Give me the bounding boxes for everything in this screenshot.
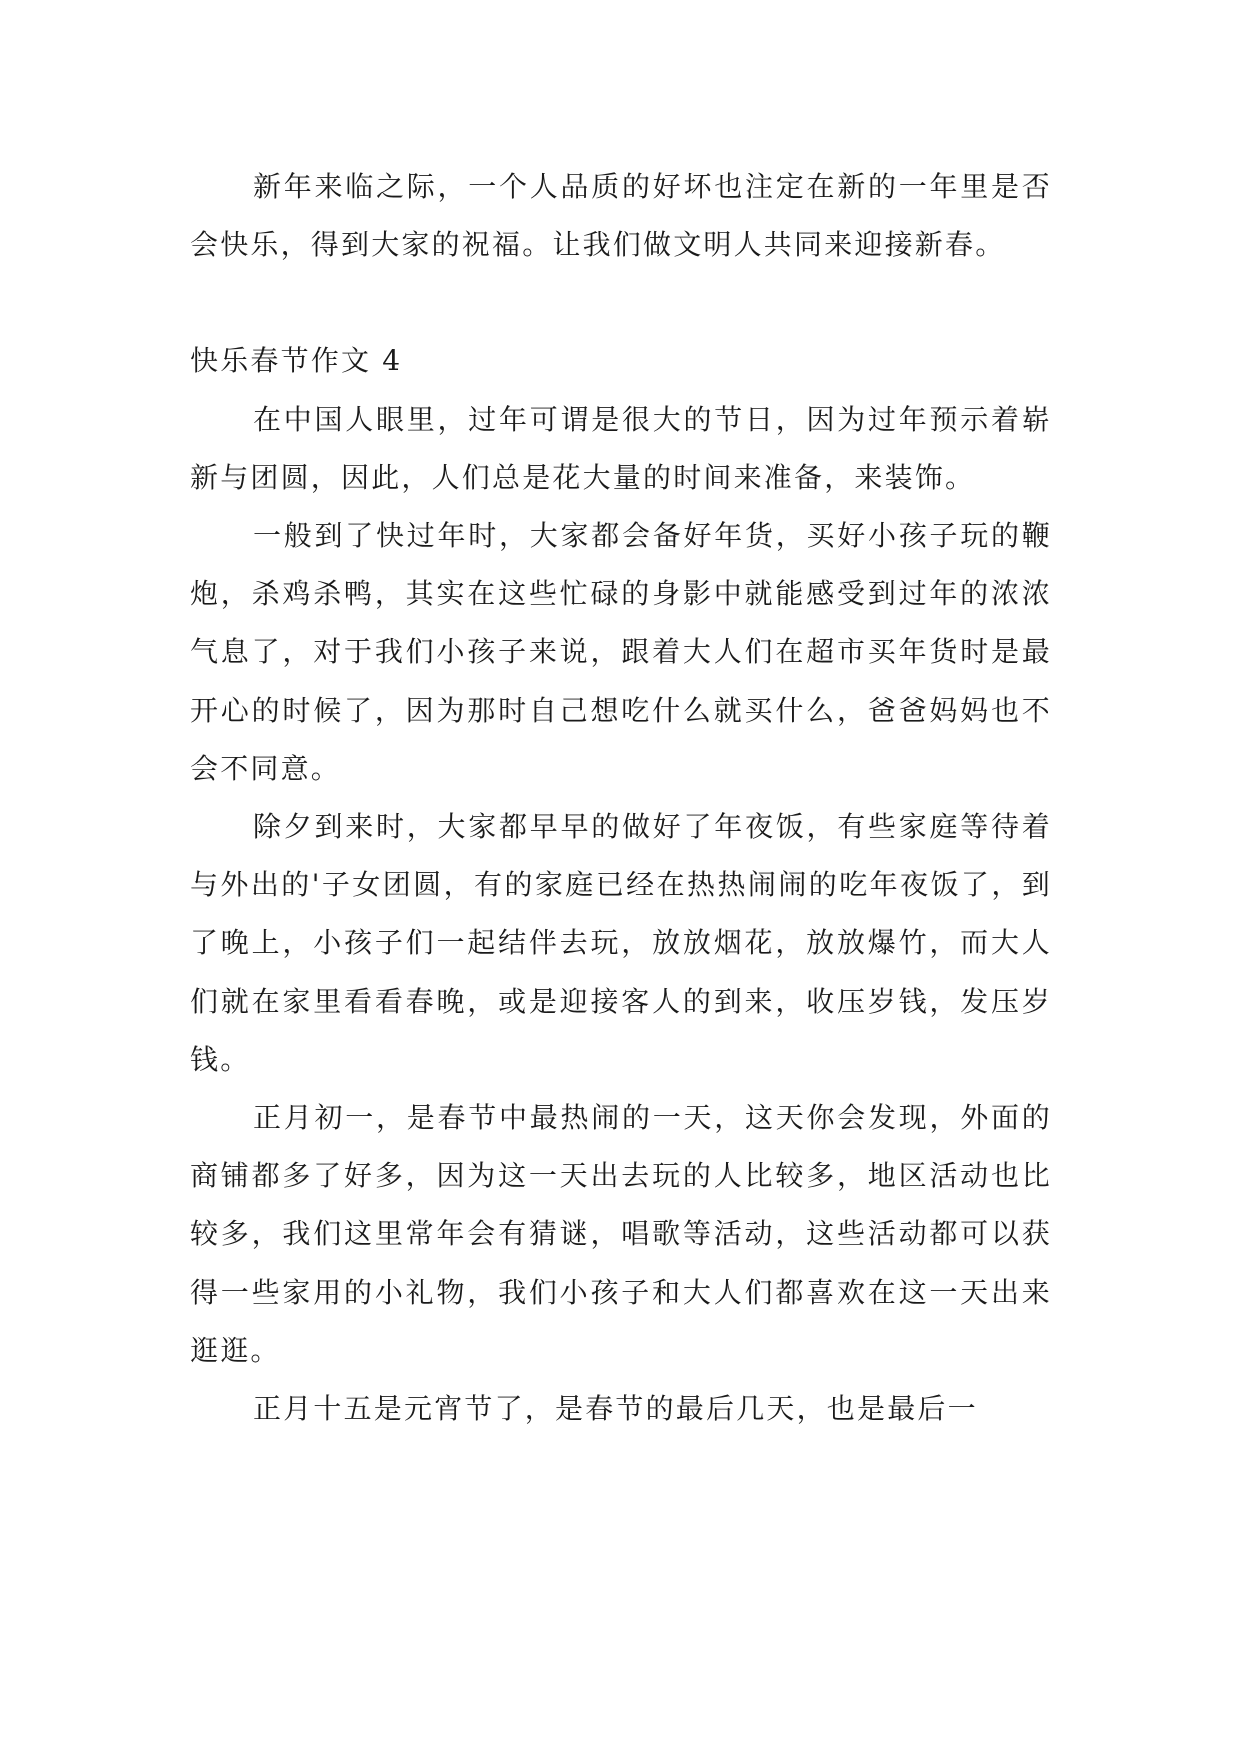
body-paragraph-2: 一般到了快过年时，大家都会备好年货，买好小孩子玩的鞭炮，杀鸡杀鸭，其实在这些忙碌的身影中就能感受到过年的浓浓气息了，对于我们小孩子来说，跟着大人们在超市买年货时是最开心的时候了，因为那时自己想吃什么就买什么，爸爸妈妈也不会不同意。	[190, 519, 1052, 785]
document-body	[190, 158, 1052, 1438]
body-paragraph-4: 正月初一，是春节中最热闹的一天，这天你会发现，外面的商铺都多了好多，因为这一天出去玩的人比较多，地区活动也比较多，我们这里常年会有猜谜，唱歌等活动，这些活动都可以获得一些家用的小礼物，我们小孩子和大人们都喜欢在这一天出来逛逛。	[190, 1101, 1052, 1367]
section-title: 快乐春节作文 4	[190, 344, 403, 378]
body-paragraph-3: 除夕到来时，大家都早早的做好了年夜饭，有些家庭等待着与外出的'子女团圆，有的家庭已经在热热闹闹的吃年夜饭了，到了晚上，小孩子们一起结伴去玩，放放烟花，放放爆竹，而大人们就在家里看看春晚，或是迎接客人的到来，收压岁钱，发压岁钱。	[190, 810, 1052, 1076]
intro-paragraph: 新年来临之际，一个人品质的好坏也注定在新的一年里是否会快乐，得到大家的祝福。让我们做文明人共同来迎接新春。	[190, 170, 1052, 262]
paragraph-spacer	[190, 274, 1052, 332]
body-paragraph-5: 正月十五是元宵节了，是春节的最后几天，也是最后一	[253, 1392, 978, 1426]
body-paragraph-1: 在中国人眼里，过年可谓是很大的节日，因为过年预示着崭新与团圆，因此，人们总是花大量的时间来准备，来装饰。	[190, 402, 1052, 494]
